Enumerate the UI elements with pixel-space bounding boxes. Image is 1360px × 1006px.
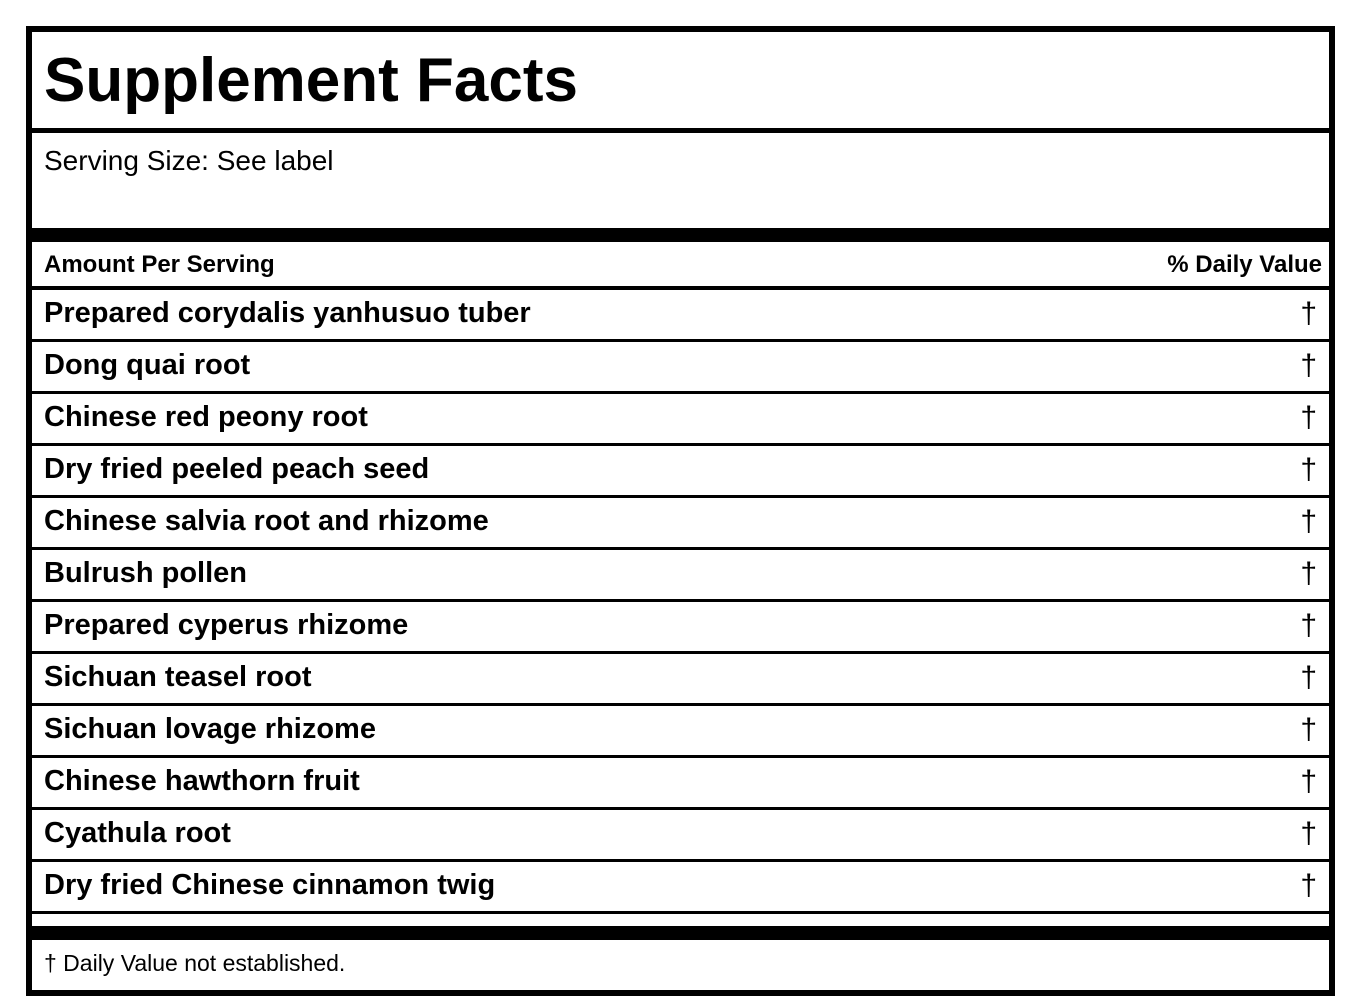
ingredient-daily-value: † — [1300, 713, 1317, 746]
ingredient-name: Chinese hawthorn fruit — [44, 765, 360, 797]
ingredient-row — [32, 706, 1329, 755]
ingredient-row — [32, 758, 1329, 807]
ingredient-row — [32, 342, 1329, 391]
thick-divider-top — [32, 228, 1329, 242]
ingredient-daily-value: † — [1300, 505, 1317, 538]
ingredient-daily-value: † — [1300, 661, 1317, 694]
ingredient-name: Bulrush pollen — [44, 557, 247, 589]
ingredient-daily-value: † — [1300, 453, 1317, 486]
title-divider — [32, 128, 1329, 133]
ingredient-row — [32, 862, 1329, 911]
serving-size: Serving Size: See label — [44, 145, 334, 176]
ingredient-name: Dong quai root — [44, 349, 251, 381]
thick-divider-bottom — [32, 926, 1329, 940]
ingredient-daily-value: † — [1300, 869, 1317, 902]
ingredient-name: Chinese salvia root and rhizome — [44, 505, 489, 537]
ingredient-daily-value: † — [1300, 609, 1317, 642]
amount-per-serving-header: Amount Per Serving — [44, 251, 275, 278]
ingredient-daily-value: † — [1300, 557, 1317, 590]
daily-value-header: % Daily Value — [1167, 251, 1322, 278]
ingredient-row — [32, 290, 1329, 339]
row-divider — [32, 911, 1329, 914]
ingredient-name: Prepared corydalis yanhusuo tuber — [44, 297, 531, 329]
ingredient-row — [32, 602, 1329, 651]
ingredient-name: Prepared cyperus rhizome — [44, 609, 409, 641]
ingredient-name: Sichuan lovage rhizome — [44, 713, 376, 745]
footnote: † Daily Value not established. — [44, 950, 346, 976]
ingredient-name: Chinese red peony root — [44, 401, 368, 433]
ingredient-row — [32, 446, 1329, 495]
ingredient-daily-value: † — [1300, 297, 1317, 330]
supplement-facts-panel — [26, 26, 1335, 996]
ingredient-row — [32, 654, 1329, 703]
ingredient-daily-value: † — [1300, 817, 1317, 850]
ingredient-row — [32, 810, 1329, 859]
ingredient-row — [32, 394, 1329, 443]
ingredient-row — [32, 498, 1329, 547]
ingredient-name: Dry fried peeled peach seed — [44, 453, 430, 485]
ingredient-row — [32, 550, 1329, 599]
ingredient-daily-value: † — [1300, 349, 1317, 382]
ingredient-name: Cyathula root — [44, 817, 231, 849]
panel-title: Supplement Facts — [44, 46, 578, 115]
ingredient-name: Dry fried Chinese cinnamon twig — [44, 869, 496, 901]
ingredient-daily-value: † — [1300, 765, 1317, 798]
ingredient-name: Sichuan teasel root — [44, 661, 312, 693]
ingredient-daily-value: † — [1300, 401, 1317, 434]
